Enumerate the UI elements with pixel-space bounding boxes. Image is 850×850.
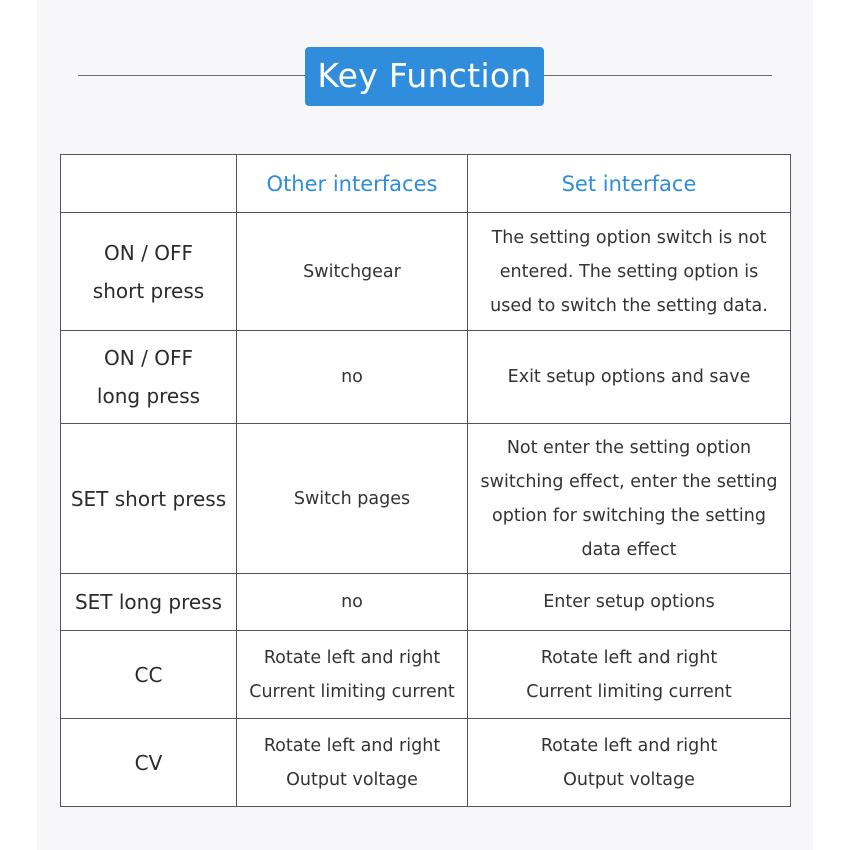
other-interfaces-cell [237, 331, 468, 424]
key-line: ON / OFF [104, 240, 193, 265]
table-row [61, 424, 791, 574]
set-interface-cell [468, 331, 791, 424]
key-line: CC [134, 662, 163, 687]
other-interfaces-cell [237, 631, 468, 719]
cell-line: Rotate left and right [263, 735, 441, 756]
cell-line: Rotate left and right [540, 735, 718, 756]
set-interface-cell [468, 424, 791, 574]
cell-line: used to switch the setting data. [490, 295, 768, 316]
cell-line: switching effect, enter the setting [480, 471, 778, 492]
cell-line: Exit setup options and save [507, 367, 751, 387]
key-line: short press [92, 278, 205, 303]
cell-line: Enter setup options [543, 592, 715, 612]
cell-line: data effect [581, 539, 677, 560]
page-heading [0, 0, 850, 150]
cell-line: Not enter the setting option [506, 437, 752, 458]
cell-line: Current limiting current [249, 681, 455, 702]
cell-line: option for switching the setting [492, 505, 766, 526]
cell-line: entered. The setting option is [499, 261, 759, 282]
other-interfaces-cell [237, 574, 468, 631]
other-interfaces-cell [237, 424, 468, 574]
cell-line: Switch pages [293, 488, 411, 509]
heading-rule-right [544, 75, 772, 76]
cell-line: no [341, 367, 363, 387]
header-key [61, 155, 237, 213]
table-row [61, 213, 791, 331]
key-line: CV [134, 750, 163, 775]
cell-line: Rotate left and right [540, 647, 718, 668]
table-row [61, 574, 791, 631]
key-line: SET long press [74, 590, 223, 614]
key-line: long press [96, 384, 201, 408]
key-cell [61, 631, 237, 719]
cell-line: Output voltage [563, 769, 695, 790]
header-set-interface: Set interface [468, 155, 791, 213]
table-header-row [61, 155, 791, 213]
set-interface-cell [468, 631, 791, 719]
other-interfaces-cell [237, 213, 468, 331]
set-interface-cell [468, 213, 791, 331]
key-cell [61, 574, 237, 631]
cell-line: The setting option switch is not [491, 227, 767, 248]
key-cell [61, 331, 237, 424]
key-cell [61, 424, 237, 574]
key-line: ON / OFF [104, 346, 193, 370]
page-title: Key Function [305, 47, 544, 106]
cell-line: Output voltage [286, 769, 418, 790]
key-function-table [60, 154, 791, 807]
key-cell [61, 213, 237, 331]
table-row [61, 331, 791, 424]
cell-line: Switchgear [303, 261, 401, 282]
table-row [61, 719, 791, 807]
key-line: SET short press [70, 486, 227, 511]
set-interface-cell [468, 719, 791, 807]
cell-line: no [341, 592, 363, 612]
heading-rule-left [78, 75, 306, 76]
key-cell [61, 719, 237, 807]
table-row [61, 631, 791, 719]
other-interfaces-cell [237, 719, 468, 807]
cell-line: Rotate left and right [263, 647, 441, 668]
header-other-interfaces: Other interfaces [237, 155, 468, 213]
set-interface-cell [468, 574, 791, 631]
cell-line: Current limiting current [526, 681, 732, 702]
